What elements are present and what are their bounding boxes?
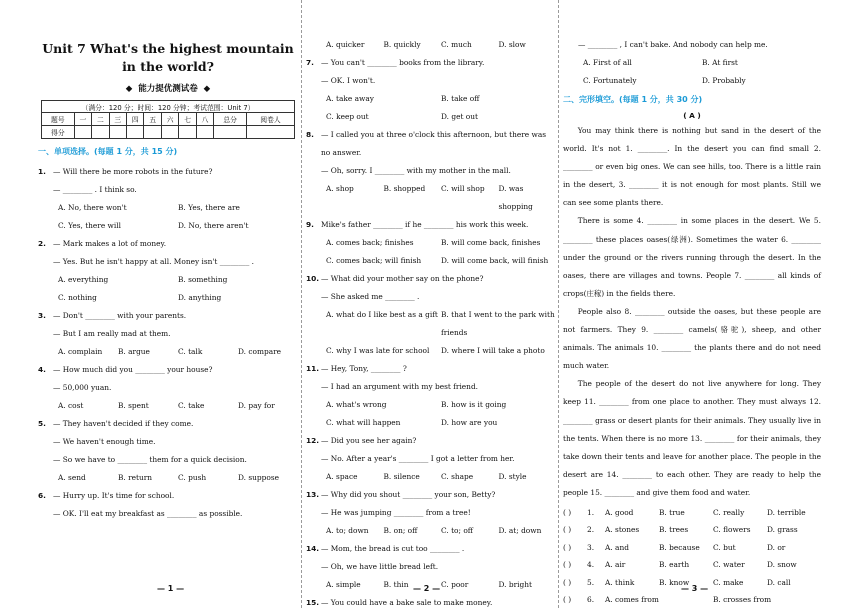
option-row [38,289,298,307]
answer-option: A. send [58,473,86,482]
question-stem [306,486,556,504]
score-table [41,100,295,139]
question-number: 12. [306,436,320,445]
answer-option: C. why I was late for school [326,346,430,355]
subtitle-text: 能力提优测试卷 [138,84,198,94]
answer-number: 2. [587,525,595,535]
answer-option: B. take off [441,94,480,103]
answer-option: A. good [605,507,634,517]
column-divider-1 [301,0,302,608]
answer-blank[interactable]: ( ) [563,507,572,517]
answer-option: C. Yes, there will [58,221,121,230]
option-row [306,522,556,540]
answer-option: B. argue [118,347,150,356]
question-text: — What did your mother say on the phone? [321,274,484,283]
question-stem [306,54,556,72]
answer-option: B. true [659,507,685,517]
cloze-answer-row [563,556,821,574]
score-blank-cell [214,126,247,139]
answer-blank[interactable]: ( ) [563,560,572,570]
answer-option: D. compare [238,347,282,356]
question-text: Mike's father ________ if he ________ his work this week. [321,220,529,229]
answer-option: C. poor [441,580,469,589]
score-blank-cell [246,126,294,139]
question-stem [306,540,556,558]
answer-option: A. air [605,560,626,570]
score-blank-cell [74,126,91,139]
option-row [38,343,298,361]
score-blank-cell [196,126,213,139]
subtitle [38,82,298,94]
cloze-passage [563,122,821,502]
score-blank-cell [161,126,178,139]
option-row [38,199,298,217]
score-header-cell: 阅卷人 [246,113,294,126]
passage-paragraph: There is some 4. ________ in some places in the desert. We 5. ________ these places oases(绿洲). Sometimes the water 6. ________ under the ground or the rivers running through the desert. In the oases, there are villages and towns. People 7. ________ all kinds of crops(庄稼) in the fields there. [563,216,821,298]
question-line: — I had an argument with my best friend. [321,382,479,391]
question-text: — They haven't decided if they come. [53,419,194,428]
question-line: — OK. I'll eat my breakfast as ________ as possible. [53,509,243,518]
question-stem [306,126,556,162]
page-title: Unit 7 What's the highest mountain in the world? [42,41,294,74]
answer-number: 4. [587,560,595,570]
answer-option: D. at; down [498,526,542,535]
exam-info: （满分：120 分；时间：120 分钟；考试范围：Unit 7） [42,101,295,113]
question-line: — She asked me ________ . [321,292,420,301]
question-stem [38,235,298,253]
question-number: 4. [38,365,46,374]
option-row [306,36,556,54]
question-number: 14. [306,544,320,553]
answer-option: D. snow [767,560,797,570]
answer-option: D. suppose [238,473,279,482]
answer-option: C. comes back; will finish [326,256,422,265]
answer-option: C. shape [441,472,474,481]
answer-option: A. complain [58,347,103,356]
option-row [38,271,298,289]
question-text: — Hurry up. It's time for school. [53,491,175,500]
answer-option: B. know [659,577,690,587]
answer-option: B. that I went to the park with friends [441,310,555,337]
answer-option: A. comes back; finishes [326,238,414,247]
question-text: — Hey, Tony, ________ ? [321,364,407,373]
answer-option: C. make [713,577,744,587]
score-header-cell: 一 [74,113,91,126]
question-text: — How much did you ________ your house? [53,365,213,374]
section1-heading: 一、单项选择。(每题 1 分，共 15 分) [38,147,178,156]
question-number: 8. [306,130,314,139]
question-line: — OK. I won't. [321,76,376,85]
answer-option: A. No, there won't [58,203,127,212]
answer-option: C. push [178,473,207,482]
answer-option: C. water [713,560,745,570]
answer-option: A. quicker [326,40,365,49]
score-header-row [42,113,295,126]
question-text: — Did you see her again? [321,436,417,445]
answer-option: A. what's wrong [326,400,387,409]
question-line: — 50,000 yuan. [53,383,112,392]
answer-option: A. and [605,542,629,552]
question-line: — ________ . I think so. [53,185,137,194]
answer-option: C. talk [178,347,203,356]
answer-option: C. much [441,40,472,49]
option-row [38,397,298,415]
score-label-cell: 得分 [42,126,75,139]
answer-option: B. trees [659,525,689,535]
score-blank-cell [109,126,126,139]
answer-option: B. crosses from [713,595,772,605]
answer-option: B. At first [702,58,738,67]
question-number: 5. [38,419,46,428]
page-number: — 2 — [413,584,441,593]
answer-option: D. get out [441,112,478,121]
question-text: — Don't ________ with your parents. [53,311,187,320]
cloze-answer-row [563,591,821,609]
answer-option: A. space [326,472,358,481]
answer-option: C. to; off [441,526,474,535]
column-divider-2 [558,0,559,608]
score-blank-cell [179,126,196,139]
question-line: — Oh, sorry. I ________ with my mother in the mall. [321,166,511,175]
question-number: 9. [306,220,314,229]
question-stem [306,360,556,378]
question-text: — Mark makes a lot of money. [53,239,167,248]
option-row [306,396,556,414]
answer-option: A. think [605,577,635,587]
question-stem [38,361,298,379]
question-stem [306,432,556,450]
answer-option: A. take away [326,94,374,103]
question-number: 6. [38,491,46,500]
question-number: 15. [306,598,320,607]
question-text: — Will there be more robots in the future? [53,167,213,176]
answer-option: D. was shopping [498,184,533,211]
question-stem [306,270,556,288]
question-number: 13. [306,490,320,499]
answer-option: B. earth [659,560,690,570]
answer-option: B. something [178,275,228,284]
section1-questions-c [563,36,821,90]
question-number: 11. [306,364,320,373]
answer-option: A. First of all [583,58,632,67]
answer-option: D. anything [178,293,222,302]
passage-label: ( A ) [683,111,701,120]
answer-option: C. Fortunately [583,76,637,85]
question-line: — We haven't enough time. [53,437,156,446]
answer-option: B. how is it going [441,400,507,409]
answer-option: B. return [118,473,153,482]
answer-number: 5. [587,577,595,587]
page-number: — 3 — [681,584,709,593]
answer-option: A. comes from [605,595,659,605]
question-number: 1. [38,167,46,176]
answer-option: C. keep out [326,112,369,121]
answer-option: C. flowers [713,525,751,535]
answer-option: D. Probably [702,76,746,85]
question-line: — Oh, we have little bread left. [321,562,439,571]
score-header-cell: 七 [179,113,196,126]
answer-option: C. nothing [58,293,97,302]
option-row [563,72,821,90]
option-row [306,234,556,252]
answer-option: B. on; off [383,526,418,535]
score-header-cell: 四 [127,113,144,126]
question-number: 3. [38,311,46,320]
answer-option: A. cost [58,401,84,410]
question-text: — Mom, the bread is cut too ________ . [321,544,465,553]
answer-number: 3. [587,542,595,552]
page-number: — 1 — [157,584,185,593]
question-line: — Yes. But he isn't happy at all. Money isn't ________ . [53,257,255,266]
question-line: — So we have to ________ them for a quick decision. [53,455,247,464]
question-stem [38,415,298,433]
answer-blank[interactable]: ( ) [563,577,572,587]
score-header-cell: 题号 [42,113,75,126]
question-line: — But I am really mad at them. [53,329,171,338]
answer-option: B. Yes, there are [178,203,240,212]
answer-option: D. how are you [441,418,498,427]
question-text: — You can't ________ books from the library. [321,58,485,67]
question-number: 2. [38,239,46,248]
answer-number: 1. [587,507,595,517]
question-stem [38,307,298,325]
question-line: — No. After a year's ________ I got a letter from her. [321,454,515,463]
answer-option: C. take [178,401,205,410]
option-row [306,180,556,216]
answer-option: D. No, there aren't [178,221,249,230]
answer-blank[interactable]: ( ) [563,525,572,535]
cloze-answers [563,504,821,609]
cloze-answer-row [563,504,821,522]
section2-heading: 二、完形填空。(每题 1 分，共 30 分) [563,95,703,104]
answer-option: D. call [767,577,791,587]
answer-option: B. quickly [383,40,421,49]
answer-option: D. will come back, will finish [441,256,549,265]
column-1 [38,36,298,523]
column-2 [306,36,556,612]
option-row [306,252,556,270]
question-number: 10. [306,274,320,283]
answer-option: D. terrible [767,507,806,517]
section1-questions-b [306,36,556,612]
score-blank-cell [127,126,144,139]
cloze-answer-row [563,521,821,539]
answer-option: A. shop [326,184,354,193]
passage-paragraph: The people of the desert do not live anywhere for long. They keep 11. ________ from one place to another. They must always 12. ________ grass or desert plants for their animals. They usually live in the tents. When there is no more 13. ________ for their animals, they take down their tents and leave for another place. The people in the desert are 14. ________ to each other. They are ready to help the people 15. ________ and give them food and water. [563,379,821,497]
answer-option: D. or [767,542,786,552]
question-stem [38,487,298,505]
question-stem [306,594,556,612]
score-header-cell: 八 [196,113,213,126]
question-line: — He was jumping ________ from a tree! [321,508,471,517]
answer-option: B. silence [383,472,420,481]
answer-option: B. because [659,542,700,552]
answer-option: A. what do I like best as a gift [326,310,438,319]
answer-option: D. pay for [238,401,275,410]
option-row [38,217,298,235]
cloze-answer-row [563,539,821,557]
answer-option: D. style [498,472,527,481]
answer-option: B. spent [118,401,149,410]
answer-option: D. slow [498,40,526,49]
option-row [306,414,556,432]
answer-option: D. where I will take a photo [441,346,545,355]
answer-option: B. shopped [383,184,426,193]
option-row [306,90,556,108]
answer-option: C. but [713,542,736,552]
score-blank-cell [92,126,109,139]
answer-option: B. thin [383,580,409,589]
question-text: — I called you at three o'clock this afternoon, but there was no answer. [321,130,547,157]
option-row [38,469,298,487]
question-text: — Why did you shout ________ your son, Betty? [321,490,496,499]
answer-option: B. will come back, finishes [441,238,541,247]
question-stem [38,163,298,181]
answer-option: A. to; down [326,526,369,535]
answer-option: D. bright [498,580,532,589]
diamond-icon: ◆ [203,84,211,94]
question-number: 7. [306,58,314,67]
section1-questions-a [38,163,298,523]
option-row [306,342,556,360]
question-stem [306,216,556,234]
score-blank-cell [144,126,161,139]
option-row [563,54,821,72]
option-row [306,306,556,342]
diamond-icon: ◆ [125,84,133,94]
column-3 [563,36,821,609]
answer-blank[interactable]: ( ) [563,542,572,552]
score-header-cell: 五 [144,113,161,126]
option-row [306,468,556,486]
passage-paragraph: You may think there is nothing but sand in the desert of the world. It's not 1. ________. In the desert you can find small 2. ________ or even big ones. We can see hills, too. There is a little rain in the desert, 3. ________ it is not enough for most plants. Still we can see some plants there. [563,126,821,208]
question-line: — ________ , I can't bake. And nobody can help me. [578,40,768,49]
score-header-cell: 三 [109,113,126,126]
option-row [306,108,556,126]
score-value-row [42,126,295,139]
answer-option: C. really [713,507,745,517]
answer-number: 6. [587,595,595,605]
score-header-cell: 六 [161,113,178,126]
answer-option: D. grass [767,525,798,535]
answer-option: A. everything [58,275,109,284]
answer-option: A. simple [326,580,361,589]
score-header-cell: 二 [92,113,109,126]
question-text: — You could have a bake sale to make money. [321,598,493,607]
answer-option: A. stones [605,525,640,535]
score-header-cell: 总分 [214,113,247,126]
answer-option: C. what will happen [326,418,401,427]
answer-option: C. will shop [441,184,485,193]
passage-paragraph: People also 8. ________ outside the oases, but these people are not farmers. They 9. ________ camels(骆驼), sheep, and other animals. The animals 10. ________ the plants there and do not need much water. [563,306,821,371]
answer-blank[interactable]: ( ) [563,595,572,605]
